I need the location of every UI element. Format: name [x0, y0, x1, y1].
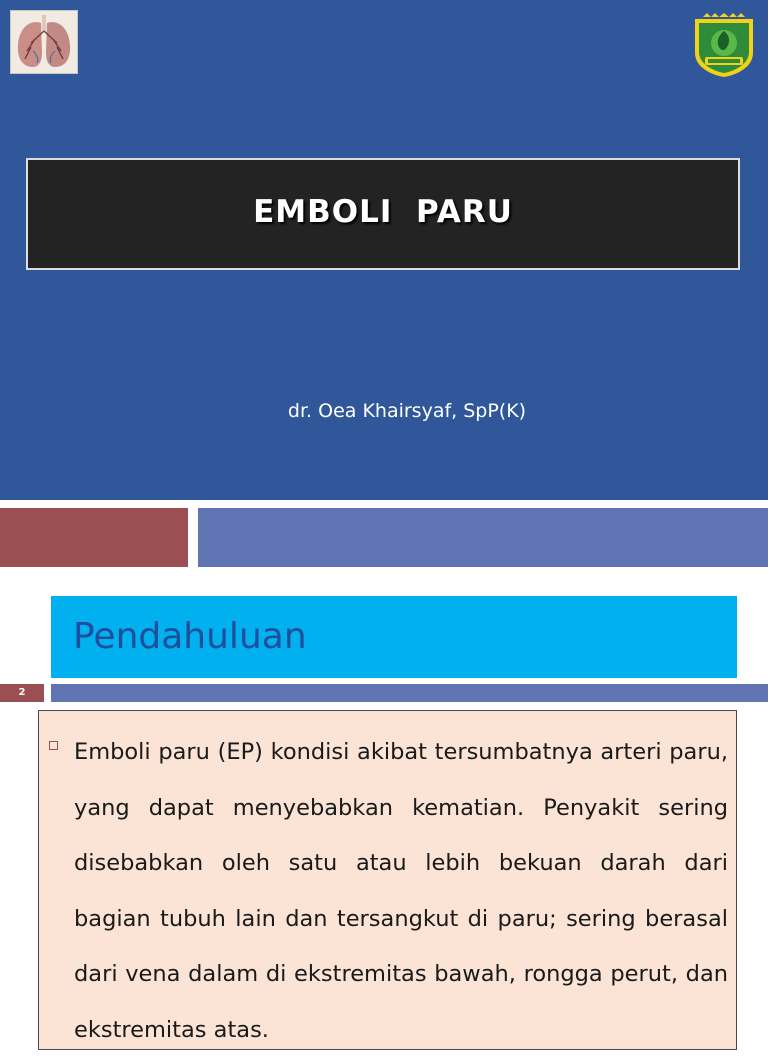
heading-box: [51, 596, 737, 678]
title-box: [26, 158, 740, 270]
content-box: [38, 710, 737, 1050]
page-number: 2: [0, 684, 44, 702]
crest-icon: [691, 13, 757, 79]
slide-heading: Pendahuluan: [73, 616, 307, 657]
lungs-icon: [11, 11, 77, 73]
title-slide: [0, 0, 768, 500]
lungs-image: [10, 10, 78, 74]
header-bar-blue: [51, 684, 768, 702]
university-crest-logo: [691, 13, 757, 79]
footer-bar-blue: [198, 508, 768, 567]
square-bullet-icon: [49, 741, 58, 750]
slide-title: EMBOLI PARU: [253, 194, 513, 230]
footer-bar-red: [0, 508, 188, 567]
bullet-paragraph: Emboli paru (EP) kondisi akibat tersumbatnya arteri paru, yang dapat menyebabkan kematian. Penyakit sering disebabkan oleh satu atau lebih bekuan darah dari bagian tubuh lain dan tersangkut di paru; sering berasal dari vena dalam di ekstremitas bawah, rongga perut, dan ekstremitas atas.: [74, 739, 728, 1043]
author-name: dr. Oea Khairsyaf, SpP(K): [287, 400, 527, 422]
